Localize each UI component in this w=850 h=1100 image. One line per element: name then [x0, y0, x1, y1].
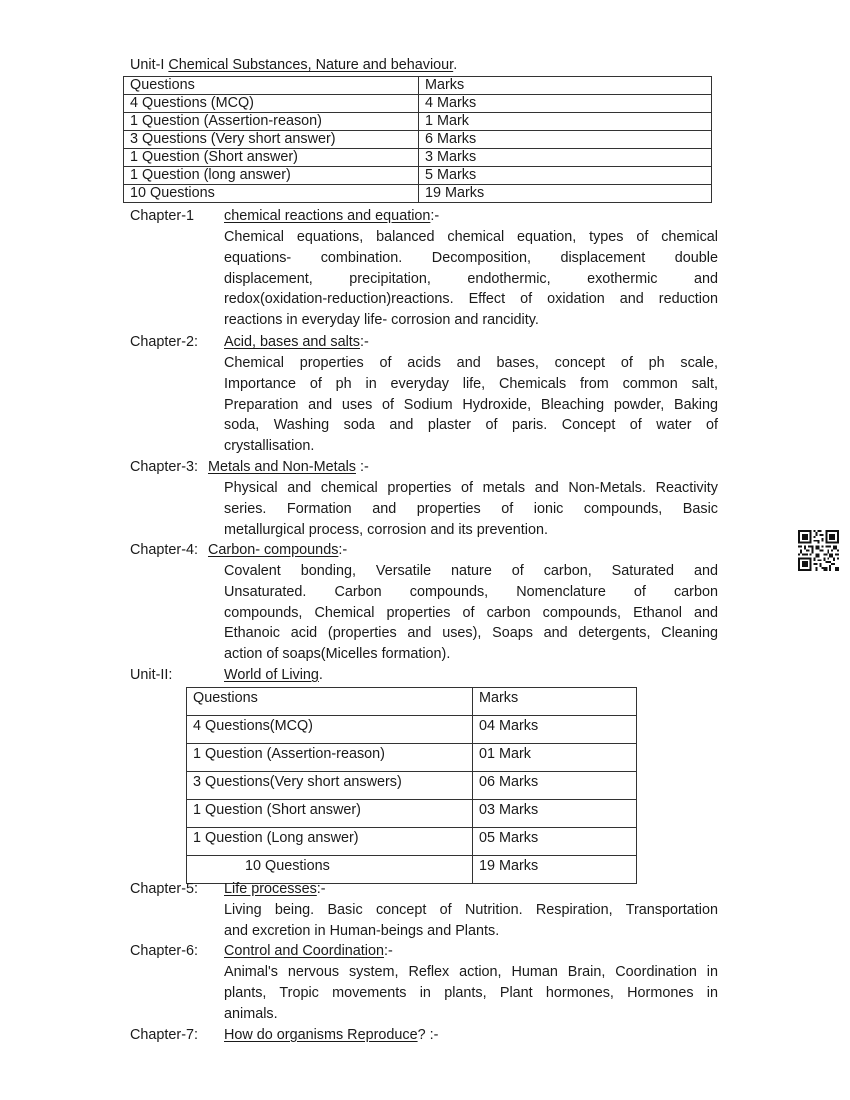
unit-2-marks-table [186, 687, 637, 884]
description-line: and excretion in Human-beings and Plants. [224, 922, 500, 939]
chapter-4-description [224, 561, 718, 665]
chapter-4-title-suffix: :- [338, 542, 348, 558]
cell-questions: 4 Questions (MCQ) [124, 95, 419, 113]
chapter-1-description [224, 227, 718, 331]
chapter-3-title-suffix: :- [355, 459, 369, 475]
table-header-row [187, 688, 637, 716]
chapter-5-title [224, 879, 326, 899]
description-line: Importance of ph in everyday life, Chemicals from common salt, [224, 375, 718, 392]
cell-marks: 5 Marks [419, 167, 712, 185]
header-questions: Questions [187, 688, 473, 716]
cell-questions: 1 Question (Short answer) [187, 800, 473, 828]
table-header-row [124, 77, 712, 95]
description-line: displacement, precipitation, endothermic, exothermic and [224, 270, 718, 287]
table-row [187, 716, 637, 744]
description-line: plants, Tropic movements in plants, Plant hormones, Hormones in [224, 984, 718, 1001]
chapter-6-description [224, 962, 718, 1024]
description-line: Chemical properties of acids and bases, concept of ph scale, [224, 355, 718, 371]
table-total-row [124, 185, 712, 203]
description-line: metallurgical process, corrosion and its prevention. [224, 521, 548, 538]
table-row [187, 800, 637, 828]
chapter-1-label: Chapter-1 [130, 208, 194, 224]
chapter-3-title [208, 457, 369, 477]
cell-questions: 1 Question (Long answer) [187, 828, 473, 856]
cell-marks: 4 Marks [419, 95, 712, 113]
cell-marks: 04 Marks [473, 716, 637, 744]
cell-marks: 6 Marks [419, 131, 712, 149]
table-row [187, 772, 637, 800]
cell-questions: 1 Question (Short answer) [124, 149, 419, 167]
description-line: action of soaps(Micelles formation). [224, 646, 451, 663]
qr-code-icon [798, 530, 839, 571]
unit-1-prefix: Unit-I [130, 57, 169, 73]
description-line: Animal's nervous system, Reflex action, Human Brain, Coordination in [224, 964, 718, 980]
description-line: compounds, Chemical properties of carbon compounds, Ethanol and [224, 604, 718, 621]
chapter-2-title-text: Acid, bases and salts [224, 334, 360, 350]
chapter-2-label: Chapter-2: [130, 334, 198, 350]
chapter-3-title-text: Metals and Non-Metals [208, 459, 356, 475]
cell-questions: 10 Questions [124, 185, 419, 203]
chapter-4-label: Chapter-4: [130, 542, 198, 558]
header-marks: Marks [419, 77, 712, 95]
chapter-1-title-suffix: :- [430, 208, 440, 224]
description-line: redox(oxidation-reduction)reactions. Effect of oxidation and reduction [224, 291, 718, 308]
description-line: Living being. Basic concept of Nutrition. Respiration, Transportation [224, 902, 718, 918]
cell-marks: 19 Marks [473, 856, 637, 884]
chapter-7-label: Chapter-7: [130, 1027, 198, 1043]
cell-marks: 03 Marks [473, 800, 637, 828]
description-line: reactions in everyday life- corrosion and rancidity. [224, 312, 539, 329]
chapter-1-title [224, 206, 439, 226]
cell-marks: 1 Mark [419, 113, 712, 131]
unit-1-suffix: . [453, 57, 458, 73]
chapter-2-title-suffix: :- [360, 334, 369, 350]
unit-2-label: Unit-II: [130, 667, 173, 683]
description-line: Covalent bonding, Versatile nature of carbon, Saturated and [224, 563, 718, 579]
description-line: soda, Washing soda and plaster of paris. Concept of water of [224, 417, 718, 434]
cell-questions: 4 Questions(MCQ) [187, 716, 473, 744]
chapter-5-label: Chapter-5: [130, 881, 198, 897]
chapter-7-title [224, 1025, 438, 1045]
header-questions: Questions [124, 77, 419, 95]
chapter-5-title-text: Life processes [224, 881, 317, 897]
cell-questions: 3 Questions(Very short answers) [187, 772, 473, 800]
chapter-7-title-text: How do organisms Reproduce [224, 1027, 418, 1043]
header-marks: Marks [473, 688, 637, 716]
cell-marks: 06 Marks [473, 772, 637, 800]
description-line: equations- combination. Decomposition, displacement double [224, 249, 718, 266]
cell-marks: 05 Marks [473, 828, 637, 856]
chapter-2-title [224, 332, 369, 352]
description-line: Physical and chemical properties of metals and Non-Metals. Reactivity [224, 480, 718, 496]
cell-marks: 3 Marks [419, 149, 712, 167]
table-row [124, 95, 712, 113]
chapter-5-title-suffix: :- [316, 881, 326, 897]
description-line: Preparation and uses of Sodium Hydroxide, Bleaching powder, Baking [224, 396, 718, 413]
unit-2-title-suffix: . [318, 667, 323, 683]
description-line: animals. [224, 1005, 278, 1022]
cell-marks: 01 Mark [473, 744, 637, 772]
chapter-3-description [224, 478, 718, 540]
cell-questions: 1 Question (long answer) [124, 167, 419, 185]
unit-1-marks-table [123, 76, 712, 203]
chapter-5-description [224, 900, 718, 942]
description-line: Unsaturated. Carbon compounds, Nomenclature of carbon [224, 583, 718, 600]
unit-1-title: Chemical Substances, Nature and behaviour [168, 57, 454, 73]
chapter-6-title-text: Control and Coordination [224, 943, 384, 959]
table-row [187, 828, 637, 856]
cell-questions: 1 Question (Assertion-reason) [124, 113, 419, 131]
description-line: Ethanoic acid (properties and uses), Soaps and detergents, Cleaning [224, 625, 718, 642]
cell-questions: 1 Question (Assertion-reason) [187, 744, 473, 772]
unit-2-title-text: World of Living [224, 667, 319, 683]
unit-1-heading [130, 55, 457, 75]
unit-2-title [224, 665, 323, 685]
cell-questions: 3 Questions (Very short answer) [124, 131, 419, 149]
chapter-7-title-suffix: ? :- [417, 1027, 439, 1043]
cell-questions: 10 Questions [187, 856, 473, 884]
description-line: series. Formation and properties of ionic compounds, Basic [224, 500, 718, 517]
table-row [124, 149, 712, 167]
chapter-6-label: Chapter-6: [130, 943, 198, 959]
chapter-2-description [224, 353, 718, 457]
chapter-4-title-text: Carbon- compounds [208, 542, 339, 558]
table-row [187, 744, 637, 772]
chapter-3-label: Chapter-3: [130, 459, 198, 475]
cell-marks: 19 Marks [419, 185, 712, 203]
description-line: Chemical equations, balanced chemical equation, types of chemical [224, 229, 718, 245]
chapter-6-title [224, 941, 393, 961]
table-row [124, 167, 712, 185]
description-line: crystallisation. [224, 438, 315, 455]
chapter-4-title [208, 540, 347, 560]
table-row [124, 131, 712, 149]
table-row [124, 113, 712, 131]
chapter-6-title-suffix: :- [384, 943, 393, 959]
chapter-1-title-text: chemical reactions and equation [224, 208, 431, 224]
